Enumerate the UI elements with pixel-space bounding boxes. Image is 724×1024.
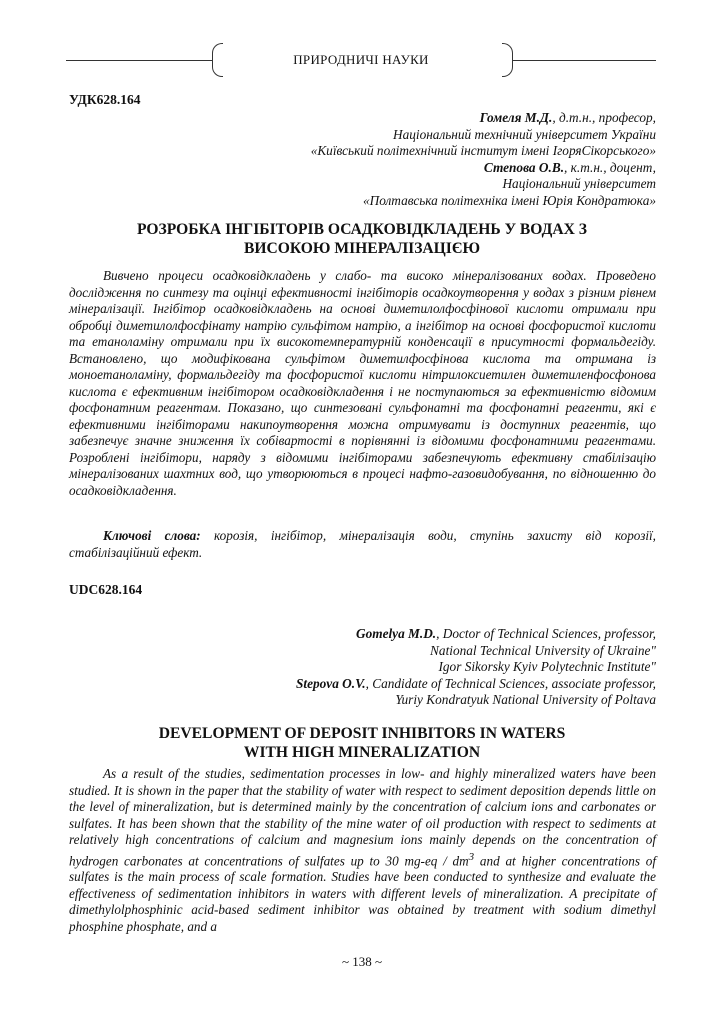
udc-code: UDC628.164 bbox=[69, 582, 143, 597]
udk-code: УДК628.164 bbox=[69, 92, 141, 107]
en-author-line: Gomelya M.D., Doctor of Technical Sciences, professor, bbox=[355, 626, 656, 641]
ua-author-line: Степова О.В., к.т.н., доцент, bbox=[483, 159, 656, 175]
ua-affiliation-line: Національний університет bbox=[502, 176, 656, 192]
ua-affiliation-line: «Полтавська політехніка імені Юрія Кондратюка» bbox=[362, 192, 656, 208]
en-affiliation-line: Yuriy Kondratyuk National University of Poltava bbox=[395, 692, 656, 708]
en-author-block bbox=[136, 626, 656, 709]
ua-author-block bbox=[136, 110, 656, 210]
ua-affiliation-line: Національний технічний університет України bbox=[392, 126, 656, 142]
header-brace-left bbox=[212, 43, 223, 77]
en-affiliation-line: National Technical University of Ukraine" bbox=[430, 642, 656, 658]
keywords-label: Ключові слова: bbox=[103, 528, 201, 543]
en-paper-title: DEVELOPMENT OF DEPOSIT INHIBITORS IN WATERS WITH HIGH MINERALIZATION bbox=[158, 725, 566, 761]
ua-author-name: Гомеля М.Д. bbox=[479, 110, 553, 125]
superscript-3: 3 bbox=[468, 850, 475, 863]
ua-keywords: Ключові слова: корозія, інгібітор, мінералізація води, ступінь захисту від корозії, стабілізаційний ефект. bbox=[69, 528, 656, 560]
en-author-name: Stepova O.V. bbox=[296, 675, 366, 691]
en-author-line: Stepova O.V., Candidate of Technical Sciences, associate professor, bbox=[296, 675, 656, 691]
running-header bbox=[66, 40, 656, 80]
ua-abstract: Вивчено процеси осадковідкладень у слабо- та високо мінералізованих водах. Проведено дослідження по синтезу та оцінці ефективності інгібіторів осадкоутворення у водах з різним рівнем мінералізації. Інгібітор осадковідкладень на основі диметилолфосфінової кислоти отримали при обробці диметилолфосфінату натрію сульфітом натрію, а інгібітор на основі фосфористої кислоти та етаноламіну отримали при їх високотемпературній конденсації в присутності формальдегіду. Встановлено, що модифікована сульфітом диметилфосфінова кислота та отримана із моноетаноламіну, формальдегіду та фосфористої кислоти нітрилоксиетилен диметиленфосфонова кислота є ефективним інгібітором осадковідкладення і не поступаються за ефективністю відомим фосфонатним реагентам. Показано, що синтезовані сульфонатні та фосфонатні реагенти, які є ефективними інгібіторами накипоутворення можна отримувати із доступних реагентів, що забезпечує значне зниження їх собівартості в порівнянні із відомими фосфонатними реагентами. Розроблені інгібітори, наряду з відомими інгібіторами забезпечують ефективну стабілізацію мінералізованих шахтних вод, що утворюються в процесі нафто-газовидобування, по відношенню до осадковідкладення. bbox=[69, 268, 656, 498]
header-title: ПРИРОДНИЧІ НАУКИ bbox=[293, 52, 429, 67]
header-rule-right bbox=[513, 60, 656, 61]
ua-author-name: Степова О.В. bbox=[483, 159, 565, 175]
ua-author-line: Гомеля М.Д., д.т.н., професор, bbox=[479, 110, 656, 125]
ua-affiliation-line: «Київський політехнічний інститут імені ІгоряСікорського» bbox=[310, 143, 656, 159]
en-abstract: As a result of the studies, sedimentation processes in low- and highly mineralized waters have been studied. It is shown in the paper that the stability of water with respect to sediment deposition depends little on the level of mineralization, but is determined mainly by the concentration of calcium ions and carbonates or sulfates. It has been shown that the stability of the mine water of oil production with respect to sediments at relatively high concentrations of calcium and magnesium ions mainly depends on the concentration of hydrogen carbonates at concentrations of sulfates up to 30 $mg-eq / dm^3$ and at higher concentrations of sulfates is the main process of scale formation. Studies have been conducted to synthesize and evaluate the effectiveness of sedimentation inhibitors in waters with different levels of mineralization. A precipitate of dimethylolphosphinic acid-based sediment inhibitor was obtained by treatment with sodium dimethyl phosphine phosphate, and a bbox=[69, 766, 656, 934]
en-author-name: Gomelya M.D. bbox=[355, 626, 437, 641]
header-brace-right bbox=[502, 43, 513, 77]
header-rule-left bbox=[66, 60, 212, 61]
page-number: ~ 138 ~ bbox=[341, 954, 383, 969]
en-affiliation-line: Igor Sikorsky Kyiv Polytechnic Institute" bbox=[438, 659, 656, 675]
ua-paper-title: РОЗРОБКА ІНГІБІТОРІВ ОСАДКОВІДКЛАДЕНЬ У ВОДАХ З ВИСОКОЮ МІНЕРАЛІЗАЦІЄЮ bbox=[136, 221, 588, 257]
